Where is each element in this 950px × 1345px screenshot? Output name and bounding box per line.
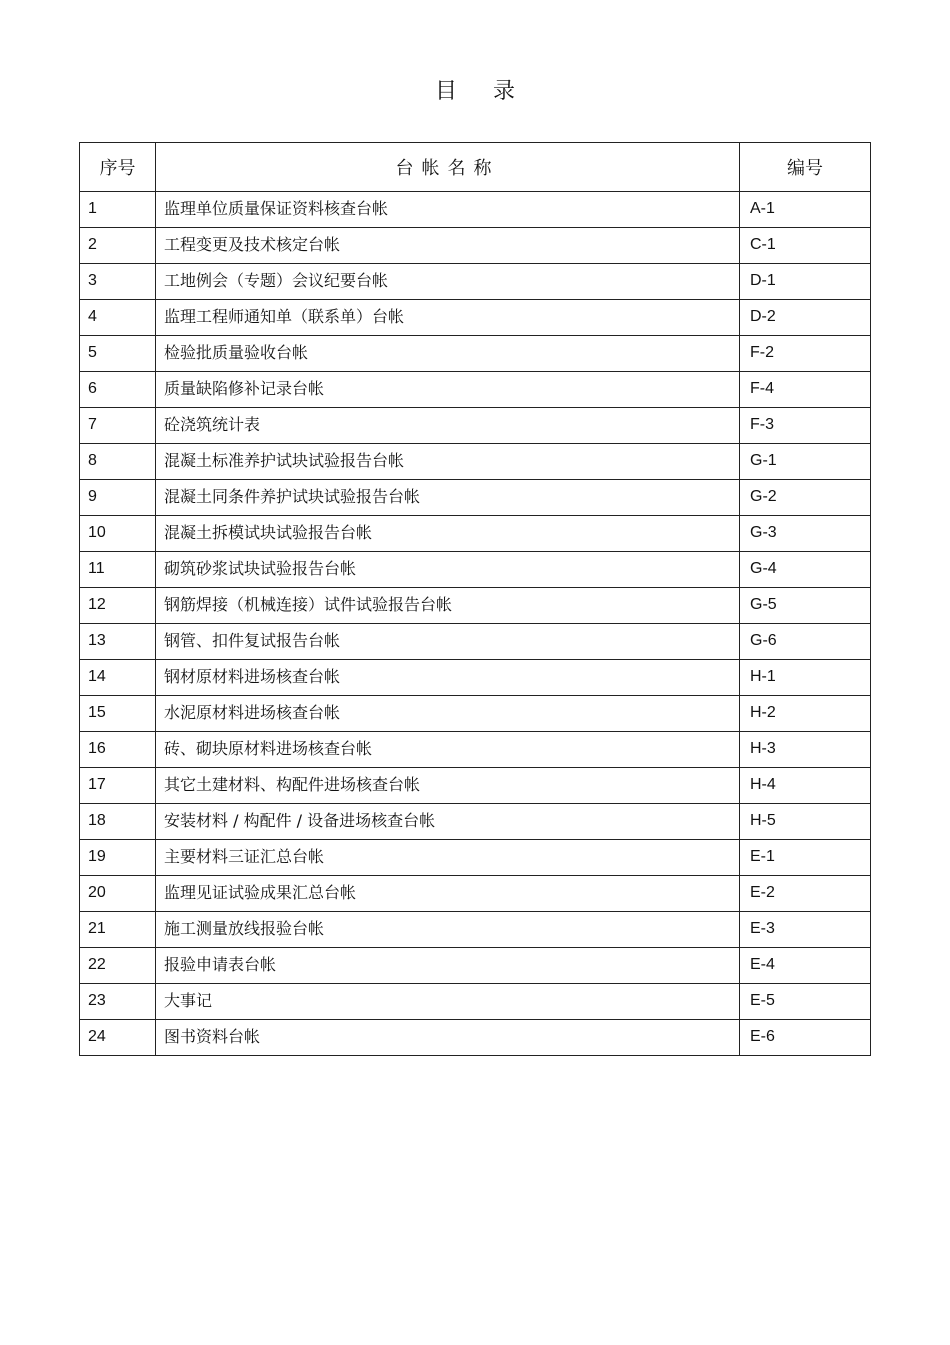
table-row bbox=[80, 768, 871, 804]
row-name: 混凝土拆模试块试验报告台帐 bbox=[156, 516, 740, 552]
row-index: 14 bbox=[80, 660, 156, 696]
row-index: 3 bbox=[80, 264, 156, 300]
table-row bbox=[80, 624, 871, 660]
table-row bbox=[80, 912, 871, 948]
table-row bbox=[80, 480, 871, 516]
row-name: 质量缺陷修补记录台帐 bbox=[156, 372, 740, 408]
row-index: 20 bbox=[80, 876, 156, 912]
row-name: 钢筋焊接（机械连接）试件试验报告台帐 bbox=[156, 588, 740, 624]
row-code: H-4 bbox=[740, 768, 871, 804]
table-row bbox=[80, 804, 871, 840]
row-code: A-1 bbox=[740, 192, 871, 228]
row-code: G-4 bbox=[740, 552, 871, 588]
table-row bbox=[80, 696, 871, 732]
row-code: G-6 bbox=[740, 624, 871, 660]
row-code: H-2 bbox=[740, 696, 871, 732]
table-row bbox=[80, 264, 871, 300]
row-name: 检验批质量验收台帐 bbox=[156, 336, 740, 372]
row-name: 砌筑砂浆试块试验报告台帐 bbox=[156, 552, 740, 588]
row-code: H-3 bbox=[740, 732, 871, 768]
page-title bbox=[0, 74, 950, 105]
row-name: 图书资料台帐 bbox=[156, 1020, 740, 1056]
row-name: 报验申请表台帐 bbox=[156, 948, 740, 984]
row-index: 17 bbox=[80, 768, 156, 804]
row-name: 混凝土同条件养护试块试验报告台帐 bbox=[156, 480, 740, 516]
row-code: E-2 bbox=[740, 876, 871, 912]
row-index: 18 bbox=[80, 804, 156, 840]
table-row bbox=[80, 840, 871, 876]
row-index: 5 bbox=[80, 336, 156, 372]
row-index: 7 bbox=[80, 408, 156, 444]
row-index: 13 bbox=[80, 624, 156, 660]
row-name: 监理单位质量保证资料核查台帐 bbox=[156, 192, 740, 228]
table-row bbox=[80, 876, 871, 912]
row-code: E-1 bbox=[740, 840, 871, 876]
table-row bbox=[80, 408, 871, 444]
row-index: 4 bbox=[80, 300, 156, 336]
table-row bbox=[80, 552, 871, 588]
table-row bbox=[80, 336, 871, 372]
row-name: 大事记 bbox=[156, 984, 740, 1020]
table-row bbox=[80, 660, 871, 696]
row-code: G-3 bbox=[740, 516, 871, 552]
row-index: 1 bbox=[80, 192, 156, 228]
row-index: 6 bbox=[80, 372, 156, 408]
row-code: D-2 bbox=[740, 300, 871, 336]
page-title-right: 录 bbox=[493, 79, 516, 104]
row-name: 施工测量放线报验台帐 bbox=[156, 912, 740, 948]
row-index: 23 bbox=[80, 984, 156, 1020]
table-row bbox=[80, 444, 871, 480]
row-name: 工程变更及技术核定台帐 bbox=[156, 228, 740, 264]
row-code: H-5 bbox=[740, 804, 871, 840]
row-code: C-1 bbox=[740, 228, 871, 264]
table-row bbox=[80, 732, 871, 768]
row-name: 水泥原材料进场核查台帐 bbox=[156, 696, 740, 732]
table-row bbox=[80, 984, 871, 1020]
row-name: 砼浇筑统计表 bbox=[156, 408, 740, 444]
table-row bbox=[80, 516, 871, 552]
table-row bbox=[80, 192, 871, 228]
row-index: 15 bbox=[80, 696, 156, 732]
row-name: 监理工程师通知单（联系单）台帐 bbox=[156, 300, 740, 336]
row-name: 监理见证试验成果汇总台帐 bbox=[156, 876, 740, 912]
row-index: 24 bbox=[80, 1020, 156, 1056]
row-index: 12 bbox=[80, 588, 156, 624]
row-index: 19 bbox=[80, 840, 156, 876]
row-code: H-1 bbox=[740, 660, 871, 696]
row-index: 10 bbox=[80, 516, 156, 552]
row-index: 22 bbox=[80, 948, 156, 984]
row-name: 主要材料三证汇总台帐 bbox=[156, 840, 740, 876]
table-row bbox=[80, 948, 871, 984]
row-name: 其它土建材料、构配件进场核查台帐 bbox=[156, 768, 740, 804]
ledger-index-table bbox=[79, 142, 871, 1056]
row-name: 钢管、扣件复试报告台帐 bbox=[156, 624, 740, 660]
row-code: E-4 bbox=[740, 948, 871, 984]
table-header-row bbox=[80, 143, 871, 192]
table-row bbox=[80, 1020, 871, 1056]
row-name: 钢材原材料进场核查台帐 bbox=[156, 660, 740, 696]
row-code: G-2 bbox=[740, 480, 871, 516]
table-row bbox=[80, 228, 871, 264]
header-index: 序号 bbox=[80, 143, 156, 192]
table-row bbox=[80, 588, 871, 624]
row-code: F-2 bbox=[740, 336, 871, 372]
row-code: D-1 bbox=[740, 264, 871, 300]
row-code: E-5 bbox=[740, 984, 871, 1020]
row-code: E-3 bbox=[740, 912, 871, 948]
row-code: F-3 bbox=[740, 408, 871, 444]
header-code: 编号 bbox=[740, 143, 871, 192]
row-index: 11 bbox=[80, 552, 156, 588]
row-code: E-6 bbox=[740, 1020, 871, 1056]
header-name: 台帐名称 bbox=[156, 143, 740, 192]
table-body bbox=[80, 192, 871, 1056]
row-index: 21 bbox=[80, 912, 156, 948]
row-index: 16 bbox=[80, 732, 156, 768]
row-index: 8 bbox=[80, 444, 156, 480]
row-index: 9 bbox=[80, 480, 156, 516]
page-title-left: 目 bbox=[434, 79, 457, 104]
row-index: 2 bbox=[80, 228, 156, 264]
row-name: 混凝土标准养护试块试验报告台帐 bbox=[156, 444, 740, 480]
table-row bbox=[80, 300, 871, 336]
row-name: 工地例会（专题）会议纪要台帐 bbox=[156, 264, 740, 300]
table-row bbox=[80, 372, 871, 408]
row-name: 安装材料 / 构配件 / 设备进场核查台帐 bbox=[156, 804, 740, 840]
row-code: G-1 bbox=[740, 444, 871, 480]
row-code: F-4 bbox=[740, 372, 871, 408]
row-code: G-5 bbox=[740, 588, 871, 624]
row-name: 砖、砌块原材料进场核查台帐 bbox=[156, 732, 740, 768]
